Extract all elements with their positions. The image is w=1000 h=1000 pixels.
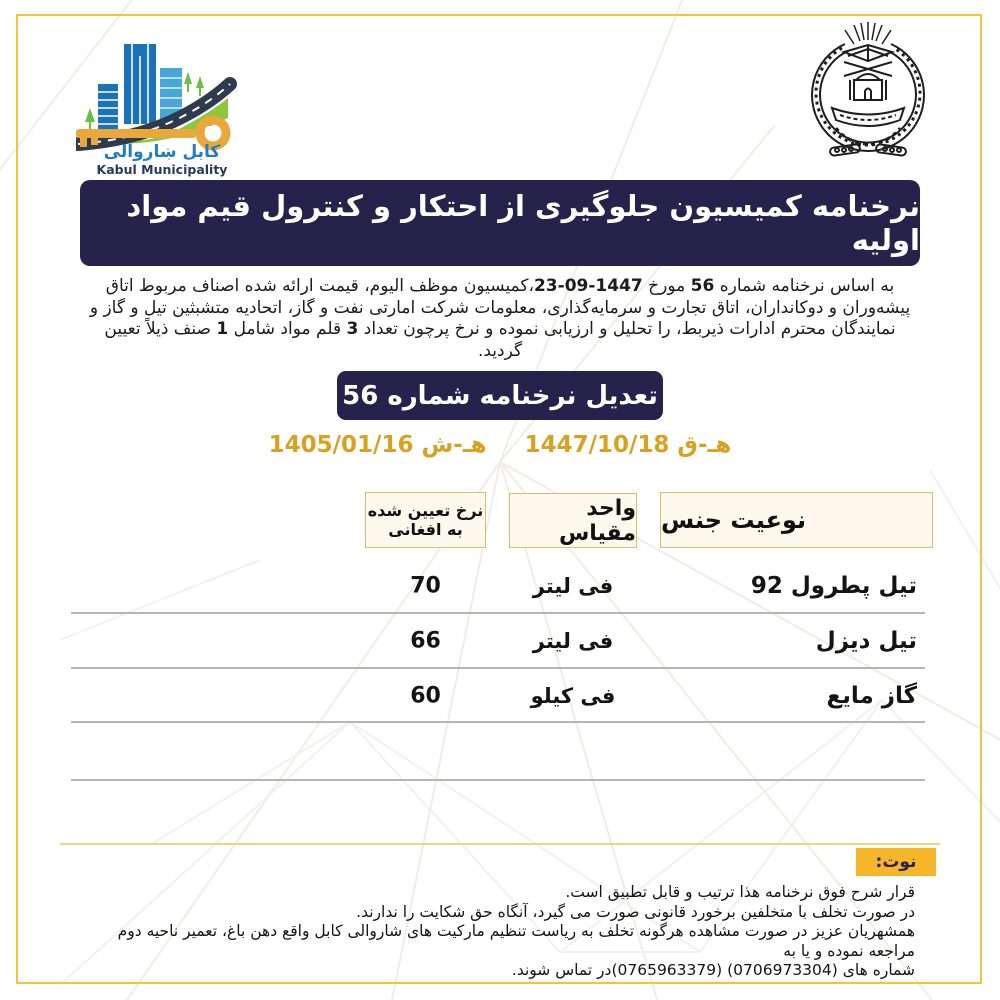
amendment-banner <box>337 371 663 420</box>
column-header-unit <box>509 493 637 548</box>
note-badge <box>856 848 936 876</box>
row-divider <box>71 721 925 723</box>
unit-cell: فی کیلو <box>530 683 616 708</box>
unit-cell: فی لیتر <box>532 628 614 653</box>
item-cell: گاز مایع <box>826 682 917 709</box>
note-line: قرار شرح فوق نرخنامه هذا ترتیب و قابل تطبیق است. <box>565 883 915 901</box>
price-cell: 70 <box>410 573 441 598</box>
page-title: نرخنامه کمیسیون جلوگیری از احتکار و کنترول قیم مواد اولیه <box>126 189 920 257</box>
row-divider <box>71 779 925 781</box>
item-cell: تیل دیزل <box>815 627 917 654</box>
note-label: نوت: <box>875 852 917 872</box>
item-header-label: نوعیت جنس <box>661 506 807 534</box>
note-text <box>85 883 915 981</box>
amendment-title: تعدیل نرخنامه شماره 56 <box>342 380 658 411</box>
date-qamari: 1447/10/18 هـ-ق <box>524 432 732 458</box>
date-line <box>0 432 1000 458</box>
note-line: همشهریان عزیز در صورت مشاهده هرگونه تخلف به ریاست تنظیم مارکیت های شاروالی کابل واقع دهن باغ، تعمیر ناحیه دوم مراجعه نموده و یا به <box>117 922 915 960</box>
price-cell: 60 <box>410 683 441 708</box>
price-cell: 66 <box>410 628 441 653</box>
kabul-municipality-logo <box>76 26 248 178</box>
column-header-item <box>660 492 933 548</box>
table-row <box>60 613 940 668</box>
date-shamsi: 1405/01/16 هـ-ش <box>268 432 487 458</box>
unit-cell: فی لیتر <box>532 573 614 598</box>
logo-title-fa: کابل ښاروالی <box>103 142 221 162</box>
note-line: شماره های (0706973304) (0765963379)در تماس شوند. <box>511 961 915 979</box>
intro-paragraph: به اساس نرخنامه شماره 56 مورخ 1447-09-23،کمیسیون موظف الیوم، قیمت ارائه شده اصناف مربوط اتاق پیشه‌وران و دوکانداران، اتاق تجارت و سرمایه‌گذاری، معلومات شرکت امارتی نفت و گاز، اتحادیه متشبثین تیل و گاز و نمایندگان محترم ادارات ذیربط، را تحلیل و ارزیابی نموده و نرخ پرچون تعداد 3 قلم مواد شامل 1 صنف ذیلاً تعیین گردید. <box>89 276 911 361</box>
table-row <box>60 558 940 613</box>
note-line: در صورت تخلف با متخلفین برخورد قانونی صورت می گیرد، آنگاه حق شکایت را ندارند. <box>356 902 915 921</box>
note-separator-line <box>60 843 940 845</box>
unit-header-label: واحد مقیاس <box>558 495 636 546</box>
logo-title-en: Kabul Municipality <box>96 162 228 177</box>
price-header-line1: نرخ تعیین شده <box>367 501 484 520</box>
table-row <box>60 668 940 723</box>
item-cell: تیل پطرول 92 <box>750 572 917 599</box>
title-banner <box>80 180 920 266</box>
column-header-price <box>365 492 486 548</box>
afghanistan-national-emblem <box>792 18 944 168</box>
price-header-line2: به افغانی <box>388 520 463 539</box>
